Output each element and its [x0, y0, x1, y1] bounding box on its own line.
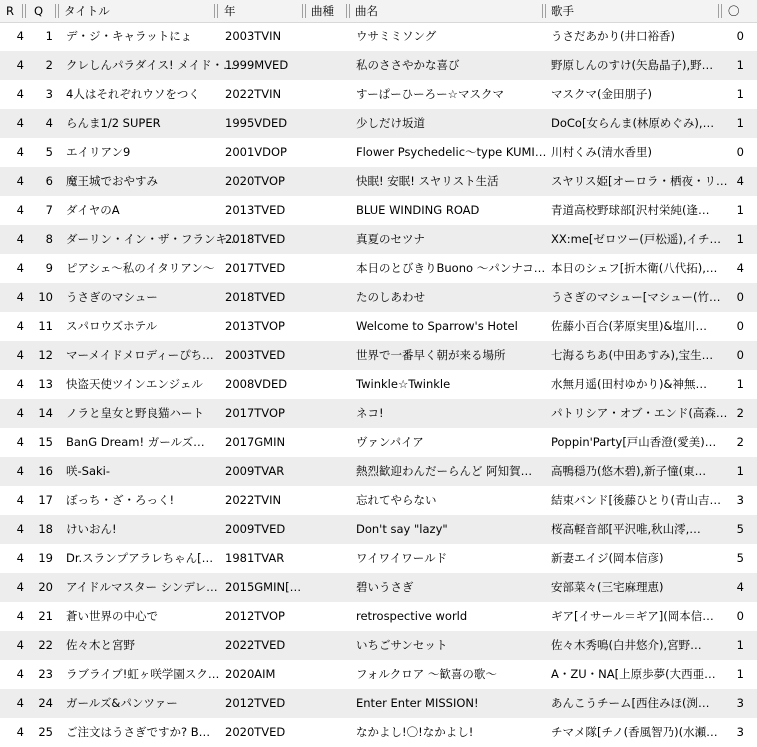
cell-circle: 5 [736, 522, 744, 536]
cell-artist: 新妻エイジ(岡本信彦) [551, 551, 664, 565]
cell-year: 2022TVIN [225, 87, 282, 101]
cell-title: スパロウズホテル [66, 319, 158, 333]
table-row[interactable] [0, 283, 757, 312]
cell-title: ダーリン・イン・ザ・フランキ… [66, 232, 239, 246]
cell-artist: 佐藤小百合(茅原実里)&塩川… [551, 319, 707, 333]
cell-r: 4 [16, 406, 24, 420]
cell-artist: DoCo[女らんま(林原めぐみ),… [551, 116, 715, 130]
cell-title: 魔王城でおやすみ [66, 174, 158, 188]
cell-song: retrospective world [356, 609, 468, 623]
table-row[interactable] [0, 660, 757, 689]
cell-q: 11 [38, 319, 53, 333]
cell-q: 5 [45, 145, 53, 159]
table-row[interactable] [0, 689, 757, 718]
cell-r: 4 [16, 377, 24, 391]
cell-artist: パトリシア・オブ・エンド(高森… [551, 406, 728, 420]
cell-q: 23 [38, 667, 53, 681]
table-row[interactable] [0, 718, 757, 747]
table-row[interactable] [0, 631, 757, 660]
cell-song: 碧いうさぎ [356, 580, 414, 594]
cell-q: 16 [38, 464, 53, 478]
cell-q: 9 [45, 261, 53, 275]
cell-circle: 3 [736, 725, 744, 739]
cell-q: 10 [38, 290, 53, 304]
cell-year: 1981TVAR [225, 551, 285, 565]
cell-year: 2009TVAR [225, 464, 285, 478]
column-header-song[interactable]: 曲名 [355, 4, 378, 18]
cell-q: 3 [45, 87, 53, 101]
cell-artist: マスクマ(金田朋子) [551, 87, 652, 101]
cell-r: 4 [16, 29, 24, 43]
column-header-year[interactable]: 年 [224, 4, 236, 18]
cell-song: たのしあわせ [356, 290, 425, 304]
cell-r: 4 [16, 174, 24, 188]
cell-r: 4 [16, 609, 24, 623]
column-header-artist[interactable]: 歌手 [551, 4, 574, 18]
cell-artist: チマメ隊[チノ(香風智乃)(水瀬… [551, 725, 718, 739]
cell-r: 4 [16, 580, 24, 594]
cell-year: 1995VDED [225, 116, 288, 130]
column-resize-handle[interactable] [718, 4, 722, 18]
cell-year: 2001VDOP [225, 145, 287, 159]
cell-song: ウサミミソング [356, 29, 437, 43]
cell-r: 4 [16, 116, 24, 130]
cell-circle: 1 [736, 58, 744, 72]
cell-title: 快盗天使ツインエンジェル [66, 377, 203, 391]
cell-song: Don't say "lazy" [356, 522, 448, 536]
cell-artist: 水無月遥(田村ゆかり)&神無… [551, 377, 707, 391]
cell-r: 4 [16, 551, 24, 565]
cell-circle: 2 [736, 406, 744, 420]
cell-artist: うさだあかり(井口裕香) [551, 29, 675, 43]
cell-year: 2012TVED [225, 696, 286, 710]
cell-r: 4 [16, 203, 24, 217]
cell-r: 4 [16, 319, 24, 333]
cell-q: 2 [45, 58, 53, 72]
table-row[interactable] [0, 457, 757, 486]
cell-year: 2009TVED [225, 522, 286, 536]
cell-circle: 3 [736, 696, 744, 710]
cell-song: すーぱーひーろー☆マスクマ [356, 87, 504, 101]
cell-q: 21 [38, 609, 53, 623]
cell-title: マーメイドメロディーぴち… [66, 348, 214, 362]
cell-r: 4 [16, 261, 24, 275]
table-row[interactable] [0, 225, 757, 254]
cell-song: 世界で一番早く朝が来る場所 [356, 348, 506, 362]
cell-song: ヴァンパイア [356, 435, 424, 449]
cell-r: 4 [16, 232, 24, 246]
cell-circle: 4 [736, 580, 744, 594]
cell-artist: XX:me[ゼロツー(戸松遥),イチ… [551, 232, 722, 246]
table-row[interactable] [0, 515, 757, 544]
cell-circle: 1 [736, 667, 744, 681]
column-header-circle[interactable]: 〇 [728, 4, 740, 18]
cell-q: 24 [38, 696, 53, 710]
cell-title: 蒼い世界の中心で [66, 609, 158, 623]
column-header-song-type[interactable]: 曲種 [311, 4, 334, 18]
column-resize-handle[interactable] [214, 4, 218, 18]
cell-year: 2003TVED [225, 348, 286, 362]
cell-artist: 結束バンド[後藤ひとり(青山吉… [551, 493, 721, 507]
cell-r: 4 [16, 58, 24, 72]
cell-song: いちごサンセット [356, 638, 448, 652]
cell-year: 2018TVED [225, 290, 286, 304]
table-row[interactable] [0, 312, 757, 341]
cell-year: 2013TVOP [225, 319, 285, 333]
cell-year: 2017TVED [225, 261, 286, 275]
cell-q: 19 [38, 551, 53, 565]
cell-year: 2018TVED [225, 232, 286, 246]
table-row[interactable] [0, 167, 757, 196]
table-row[interactable] [0, 428, 757, 457]
cell-q: 7 [45, 203, 53, 217]
cell-song: 熱烈歓迎わんだーらんど 阿知賀… [356, 464, 533, 478]
cell-r: 4 [16, 522, 24, 536]
cell-r: 4 [16, 145, 24, 159]
cell-year: 2022TVED [225, 638, 286, 652]
cell-r: 4 [16, 464, 24, 478]
cell-artist: 七海るちあ(中田あすみ),宝生… [551, 348, 714, 362]
column-resize-handle[interactable] [542, 4, 546, 18]
cell-year: 2020TVED [225, 725, 286, 739]
cell-q: 22 [38, 638, 53, 652]
table-row[interactable] [0, 573, 757, 602]
cell-r: 4 [16, 493, 24, 507]
column-resize-handle[interactable] [302, 4, 306, 18]
cell-artist: A・ZU・NA[上原歩夢(大西亜… [551, 667, 716, 681]
cell-circle: 1 [736, 203, 744, 217]
cell-song: 快眠! 安眠! スヤリスト生活 [356, 174, 499, 188]
cell-q: 17 [38, 493, 53, 507]
cell-r: 4 [16, 348, 24, 362]
cell-title: エイリアン9 [66, 145, 131, 159]
cell-title: うさぎのマシュー [66, 290, 158, 304]
cell-q: 8 [45, 232, 53, 246]
cell-title: BanG Dream! ガールズ… [66, 435, 205, 449]
cell-year: 2003TVIN [225, 29, 282, 43]
column-header-title[interactable]: タイトル [64, 4, 110, 18]
column-header-r[interactable]: R [6, 4, 14, 18]
cell-song: フォルクロア 〜歓喜の歌〜 [356, 667, 497, 681]
cell-title: らんま1/2 SUPER [66, 116, 161, 130]
cell-song: なかよし!〇!なかよし! [356, 725, 474, 739]
cell-title: Dr.スランプアラレちゃん[… [66, 551, 214, 565]
cell-song: Enter Enter MISSION! [356, 696, 479, 710]
cell-circle: 2 [736, 435, 744, 449]
table-row[interactable] [0, 399, 757, 428]
cell-song: 忘れてやらない [356, 493, 437, 507]
cell-artist: ギア[イサール＝ギア](岡本信… [551, 609, 714, 623]
cell-artist: あんこうチーム[西住みほ(渕… [551, 696, 710, 710]
cell-artist: 青道高校野球部[沢村栄純(逢… [551, 203, 710, 217]
cell-song: 私のささやかな喜び [356, 58, 460, 72]
cell-circle: 1 [736, 464, 744, 478]
cell-circle: 0 [736, 290, 744, 304]
cell-year: 2012TVOP [225, 609, 285, 623]
cell-year: 2022TVIN [225, 493, 282, 507]
cell-circle: 0 [736, 348, 744, 362]
cell-title: 4人はそれぞれウソをつく [66, 87, 200, 101]
cell-song: 真夏のセツナ [356, 232, 425, 246]
cell-year: 2020TVOP [225, 174, 285, 188]
cell-circle: 1 [736, 377, 744, 391]
cell-artist: 佐々木秀鳴(白井悠介),宮野… [551, 638, 702, 652]
table-row[interactable] [0, 22, 757, 51]
cell-year: 2008VDED [225, 377, 288, 391]
cell-q: 12 [38, 348, 53, 362]
table-row[interactable] [0, 138, 757, 167]
cell-r: 4 [16, 87, 24, 101]
cell-song: Twinkle☆Twinkle [356, 377, 451, 391]
cell-q: 25 [38, 725, 53, 739]
table-row[interactable] [0, 80, 757, 109]
column-header-q[interactable]: Q [34, 4, 44, 18]
cell-title: デ・ジ・キャラットにょ [66, 29, 193, 43]
cell-artist: 桜高軽音部[平沢唯,秋山澪,… [551, 522, 701, 536]
cell-r: 4 [16, 696, 24, 710]
cell-title: クレしんパラダイス! メイド・… [66, 58, 235, 72]
cell-title: けいおん! [66, 522, 117, 536]
cell-song: BLUE WINDING ROAD [356, 203, 480, 217]
cell-title: アイドルマスター シンデレ… [66, 580, 218, 594]
table-row[interactable] [0, 341, 757, 370]
cell-circle: 3 [736, 493, 744, 507]
cell-year: 2015GMIN[… [225, 580, 302, 594]
cell-artist: 野原しんのすけ(矢島晶子),野… [551, 58, 714, 72]
cell-artist: Poppin'Party[戸山香澄(愛美)… [551, 435, 717, 449]
cell-year: 2017TVOP [225, 406, 285, 420]
table-row[interactable] [0, 109, 757, 138]
cell-title: ノラと皇女と野良猫ハート [66, 406, 204, 420]
cell-song: ワイワイワールド [356, 551, 448, 565]
cell-song: 本日のとびきりBuono 〜パンナコ… [356, 261, 546, 275]
cell-title: ラブライブ!虹ヶ咲学園スク… [66, 667, 220, 681]
cell-r: 4 [16, 725, 24, 739]
table-row[interactable] [0, 486, 757, 515]
cell-title: ダイヤのA [66, 203, 120, 217]
column-resize-handle[interactable] [55, 4, 59, 18]
cell-year: 2013TVED [225, 203, 286, 217]
cell-circle: 1 [736, 116, 744, 130]
cell-artist: 安部菜々(三宅麻理恵) [551, 580, 664, 594]
column-resize-handle[interactable] [346, 4, 350, 18]
cell-q: 1 [45, 29, 53, 43]
cell-circle: 1 [736, 638, 744, 652]
table-row[interactable] [0, 602, 757, 631]
column-resize-handle[interactable] [22, 4, 26, 18]
cell-song: 少しだけ坂道 [356, 116, 425, 130]
cell-q: 15 [38, 435, 53, 449]
cell-circle: 4 [736, 174, 744, 188]
table-row[interactable] [0, 196, 757, 225]
cell-circle: 0 [736, 319, 744, 333]
cell-q: 13 [38, 377, 53, 391]
cell-artist: 高鴨穏乃(悠木碧),新子憧(東… [551, 464, 707, 478]
cell-title: 咲-Saki- [66, 464, 111, 478]
cell-song: Flower Psychedelic〜type KUMI… [356, 145, 547, 159]
table-row[interactable] [0, 254, 757, 283]
table-row[interactable] [0, 544, 757, 573]
cell-song: Welcome to Sparrow's Hotel [356, 319, 518, 333]
cell-circle: 0 [736, 609, 744, 623]
cell-r: 4 [16, 290, 24, 304]
cell-q: 14 [38, 406, 53, 420]
cell-artist: 本日のシェフ[折木衛(八代拓),… [551, 261, 718, 275]
table-row[interactable] [0, 51, 757, 80]
cell-artist: スヤリス姫[オーロラ・栖夜・リ… [551, 174, 728, 188]
cell-q: 18 [38, 522, 53, 536]
cell-r: 4 [16, 435, 24, 449]
cell-title: 佐々木と宮野 [66, 638, 135, 652]
cell-title: ガールズ&パンツァー [66, 696, 178, 710]
cell-title: ぼっち・ざ・ろっく! [66, 493, 175, 507]
cell-artist: うさぎのマシュー[マシュー(竹… [551, 290, 721, 304]
cell-year: 1999MVED [225, 58, 289, 72]
cell-artist: 川村くみ(清水香里) [551, 145, 652, 159]
cell-song: ネコ! [356, 406, 384, 420]
cell-q: 20 [38, 580, 53, 594]
cell-title: ご注文はうさぎですか? B… [66, 725, 211, 739]
cell-circle: 1 [736, 232, 744, 246]
cell-circle: 1 [736, 87, 744, 101]
table-row[interactable] [0, 370, 757, 399]
cell-year: 2020AIM [225, 667, 276, 681]
cell-r: 4 [16, 638, 24, 652]
cell-q: 4 [45, 116, 53, 130]
cell-circle: 0 [736, 145, 744, 159]
column-header-bar [0, 0, 757, 23]
cell-r: 4 [16, 667, 24, 681]
cell-circle: 4 [736, 261, 744, 275]
cell-circle: 5 [736, 551, 744, 565]
cell-title: ピアシェ〜私のイタリアン〜 [66, 261, 215, 275]
cell-q: 6 [45, 174, 53, 188]
cell-year: 2017GMIN [225, 435, 286, 449]
cell-circle: 0 [736, 29, 744, 43]
